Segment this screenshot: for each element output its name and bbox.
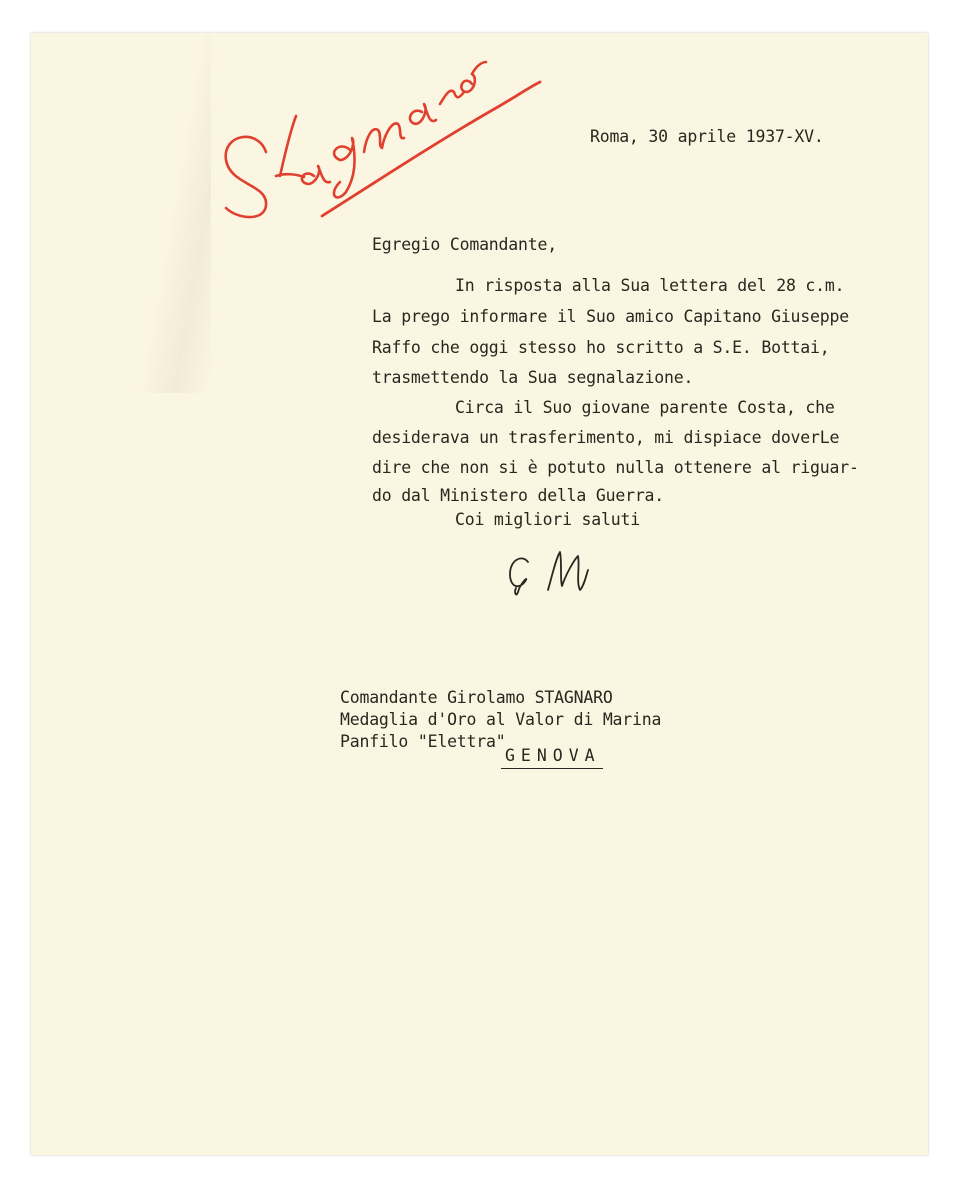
paragraph1-line-2: La prego informare il Suo amico Capitano Giuseppe bbox=[372, 307, 849, 326]
paragraph2-line-2: desiderava un trasferimento, mi dispiace doverLe bbox=[372, 428, 840, 447]
salutation: Egregio Comandante, bbox=[372, 235, 557, 254]
date-line: Roma, 30 aprile 1937-XV. bbox=[590, 127, 824, 146]
recipient-name: Comandante Girolamo STAGNARO bbox=[340, 688, 613, 707]
paragraph2-line-3: dire che non si è potuto nulla ottenere al riguar- bbox=[372, 458, 859, 477]
paper-fold-shading bbox=[31, 33, 211, 393]
paragraph2-line-1: Circa il Suo giovane parente Costa, che bbox=[455, 398, 835, 417]
paragraph2-line-4: do dal Ministero della Guerra. bbox=[372, 486, 665, 505]
recipient-city: GENOVA bbox=[501, 746, 603, 769]
letter-sheet bbox=[31, 33, 928, 1155]
recipient-yacht: Panfilo "Elettra" bbox=[340, 732, 506, 751]
recipient-title: Medaglia d'Oro al Valor di Marina bbox=[340, 710, 662, 729]
paragraph1-line-4: trasmettendo la Sua segnalazione. bbox=[372, 368, 694, 387]
closing-line: Coi migliori saluti bbox=[455, 510, 640, 529]
paragraph1-line-3: Raffo che oggi stesso ho scritto a S.E. Bottai, bbox=[372, 338, 830, 357]
paragraph1-line-1: In risposta alla Sua lettera del 28 c.m. bbox=[455, 276, 845, 295]
